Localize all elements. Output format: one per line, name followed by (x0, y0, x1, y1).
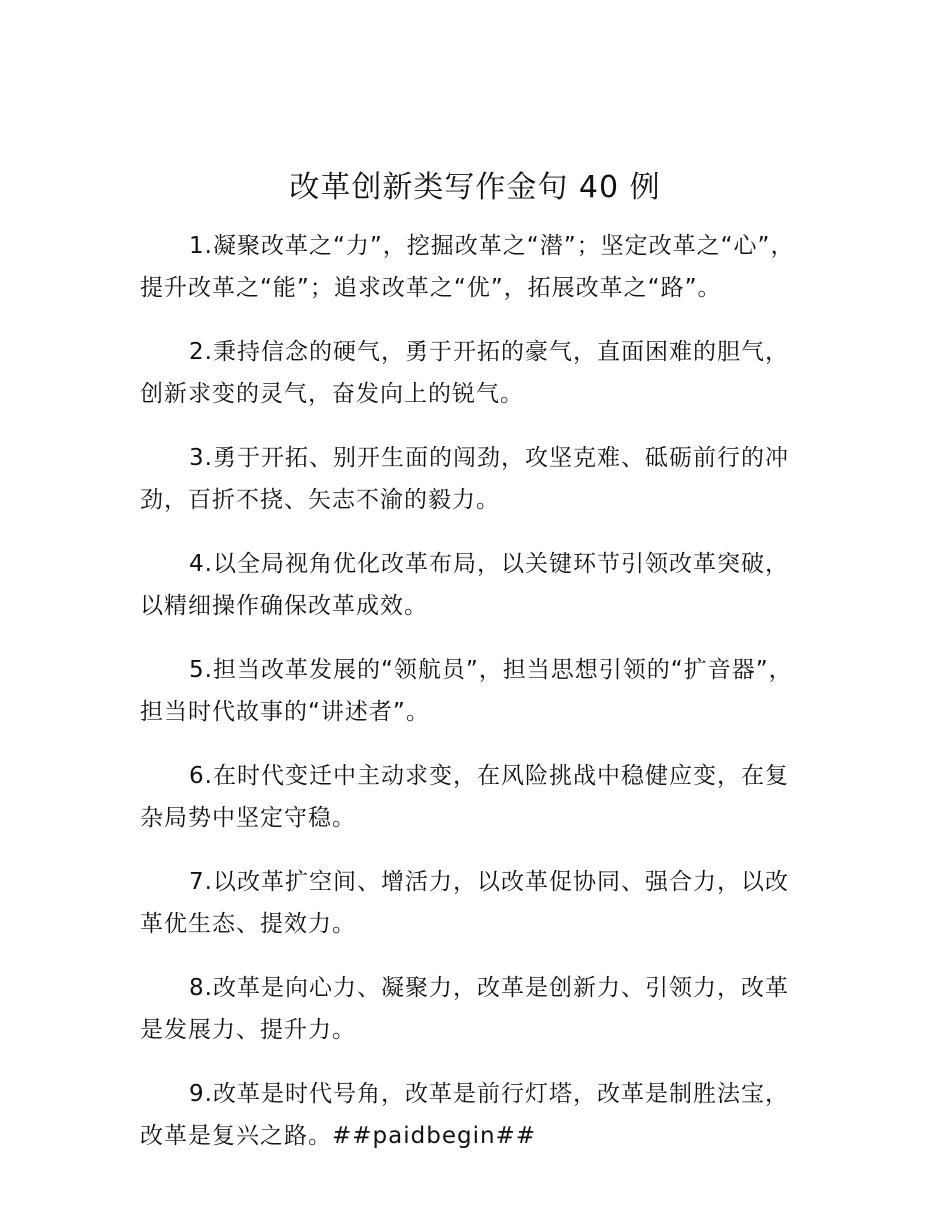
paragraph-line: 5.担当改革发展的“领航员”，担当思想引领的“扩音器”， (189, 657, 793, 683)
paragraph-3 (140, 437, 840, 521)
paragraph-line: 以精细操作确保改革成效。 (140, 593, 428, 619)
paragraph-line: 9.改革是时代号角，改革是前行灯塔，改革是制胜法宝， (189, 1081, 789, 1107)
paragraph-line: 革优生态、提效力。 (140, 911, 356, 937)
paragraph-7 (140, 861, 840, 945)
paragraph-9 (140, 1073, 840, 1157)
paragraph-line: 改革是复兴之路。##paidbegin## (140, 1123, 537, 1149)
paragraph-line: 2.秉持信念的硬气，勇于开拓的豪气，直面困难的胆气， (189, 339, 789, 365)
paragraph-6 (140, 755, 840, 839)
paragraph-5 (140, 649, 840, 733)
paragraph-1 (140, 225, 840, 309)
paragraph-line: 提升改革之“能”；追求改革之“优”，拓展改革之“路”。 (140, 275, 722, 301)
paragraph-line: 担当时代故事的“讲述者”。 (140, 699, 430, 725)
paragraph-8 (140, 967, 840, 1051)
paragraph-line: 6.在时代变迁中主动求变，在风险挑战中稳健应变，在复 (189, 763, 789, 789)
paragraph-line: 1.凝聚改革之“力”，挖掘改革之“潜”；坚定改革之“心”， (189, 233, 795, 259)
paragraph-line: 4.以全局视角优化改革布局，以关键环节引领改革突破， (189, 551, 789, 577)
paragraph-line: 7.以改革扩空间、增活力，以改革促协同、强合力，以改 (189, 869, 789, 895)
paragraph-line: 3.勇于开拓、别开生面的闯劲，攻坚克难、砥砺前行的冲 (189, 445, 789, 471)
paragraph-line: 劲，百折不挠、矢志不渝的毅力。 (140, 487, 500, 513)
paragraph-2 (140, 331, 840, 415)
paragraph-line: 杂局势中坚定守稳。 (140, 805, 356, 831)
paragraph-line: 是发展力、提升力。 (140, 1017, 356, 1043)
document-title: 改革创新类写作金句 40 例 (289, 170, 661, 205)
paragraph-line: 创新求变的灵气，奋发向上的锐气。 (140, 381, 524, 407)
paragraph-line: 8.改革是向心力、凝聚力，改革是创新力、引领力，改革 (189, 975, 789, 1001)
paragraph-4 (140, 543, 840, 627)
paragraph-list (140, 225, 840, 1179)
